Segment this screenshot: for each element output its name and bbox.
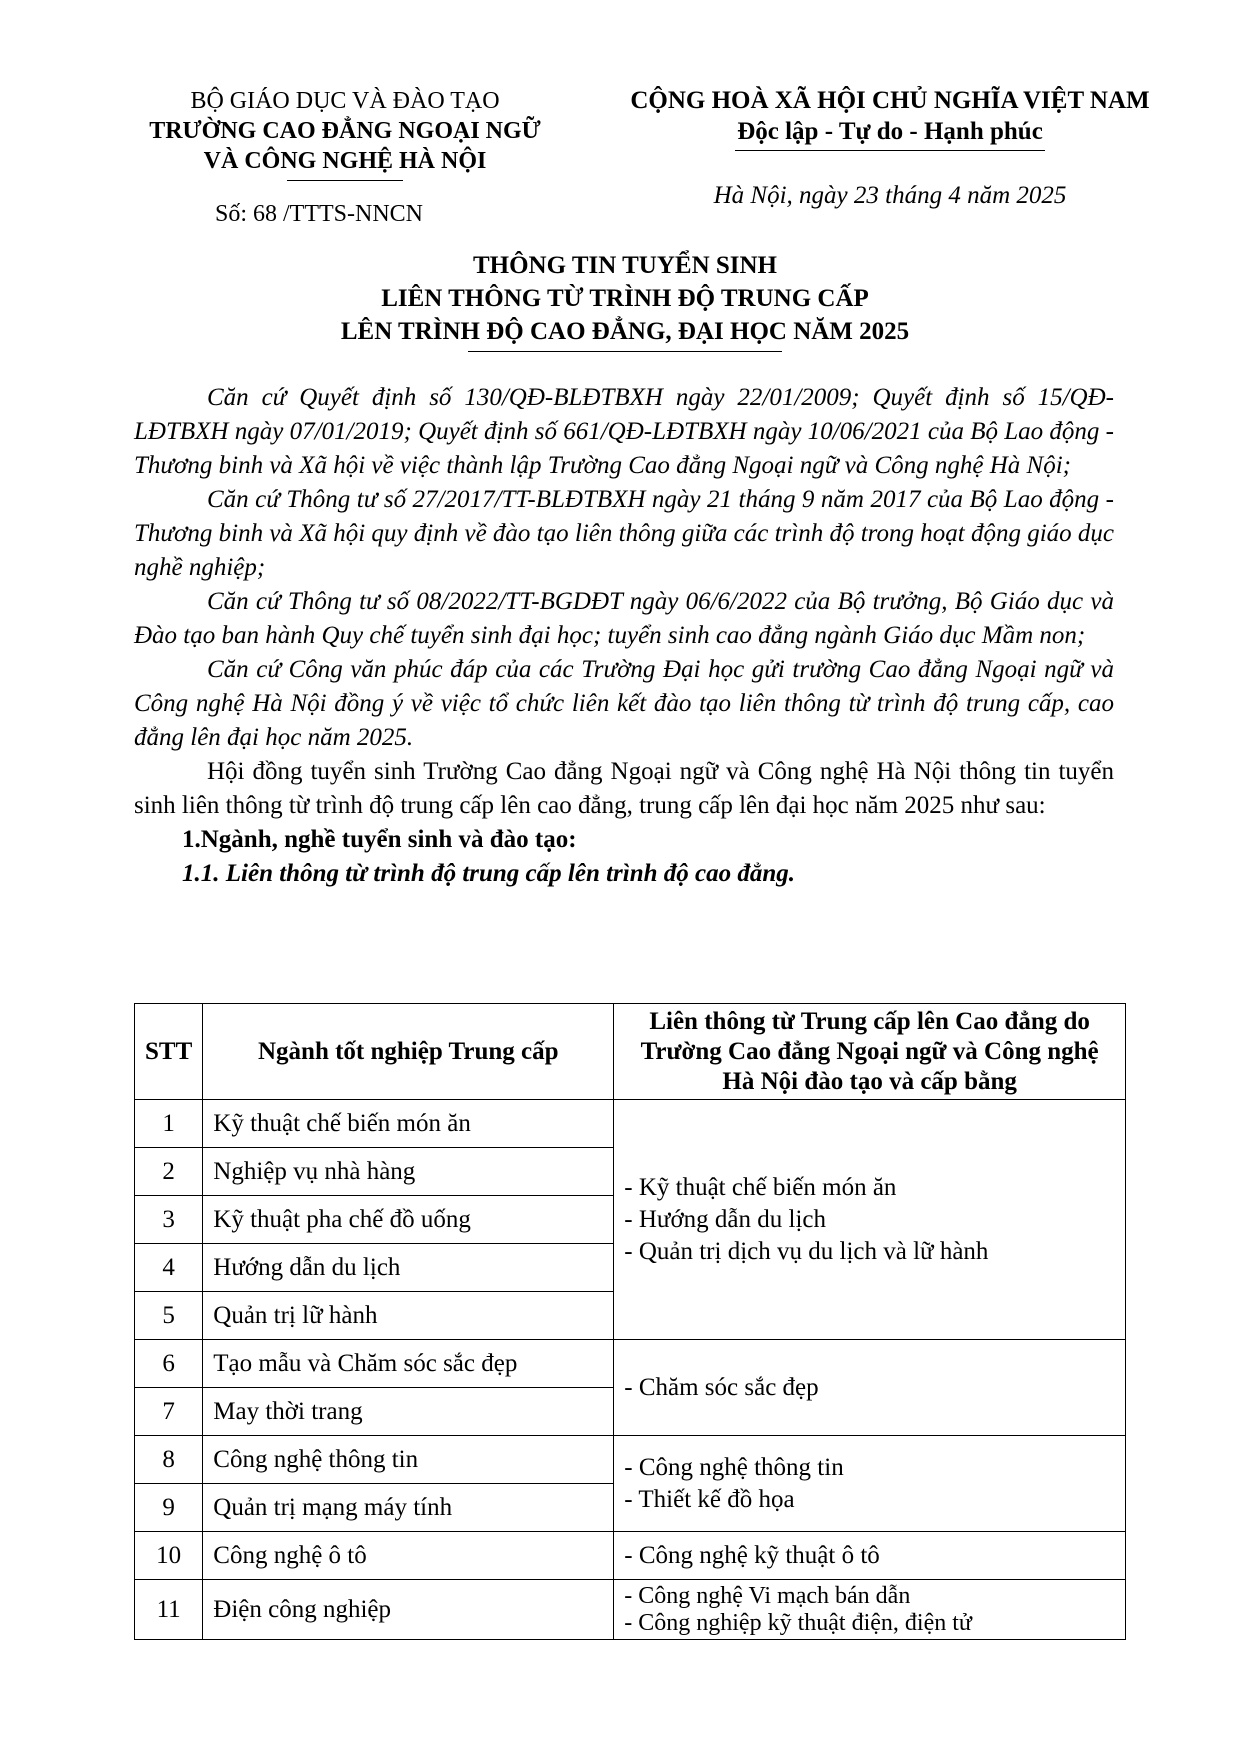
row-major: Điện công nghiệp <box>203 1580 614 1640</box>
header-target: Liên thông từ Trung cấp lên Cao đẳng do Trường Cao đẳng Ngoại ngữ và Công nghệ Hà Nội đào tạo và cấp bằng <box>614 1004 1126 1100</box>
issue-date: Hà Nội, ngày 23 tháng 4 năm 2025 <box>713 182 1067 209</box>
header-major: Ngành tốt nghiệp Trung cấp <box>203 1004 614 1100</box>
section-1-1-heading: 1.1. Liên thông từ trình độ trung cấp lên trình độ cao đẳng. <box>182 860 796 887</box>
row-stt: 10 <box>135 1532 203 1580</box>
row-major: Kỹ thuật pha chế đồ uống <box>203 1196 614 1244</box>
target-line: - Kỹ thuật chế biến món ăn <box>624 1173 897 1201</box>
target-line: - Thiết kế đồ họa <box>624 1485 795 1513</box>
table-row <box>135 1340 1126 1388</box>
legal-basis-3: Căn cứ Thông tư số 08/2022/TT-BGDĐT ngày 06/6/2022 của Bộ trưởng, Bộ Giáo dục và Đào tạo ban hành Quy chế tuyển sinh đại học; tuyển sinh cao đẳng ngành Giáo dục Mầm non; <box>134 588 1114 649</box>
target-group-3 <box>614 1436 1126 1532</box>
national-motto: Độc lập - Tự do - Hạnh phúc <box>737 118 1043 145</box>
title-line3: LÊN TRÌNH ĐỘ CAO ĐẲNG, ĐẠI HỌC NĂM 2025 <box>340 318 910 345</box>
section-1-heading: 1.Ngành, nghề tuyển sinh và đào tạo: <box>182 826 577 853</box>
target-group-4 <box>614 1532 1126 1580</box>
school-name-line2: VÀ CÔNG NGHỆ HÀ NỘI <box>203 148 487 174</box>
title-underline <box>468 351 782 352</box>
country-name: CỘNG HOÀ XÃ HỘI CHỦ NGHĨA VIỆT NAM <box>630 87 1150 114</box>
document-title <box>130 249 1120 352</box>
table-row <box>135 1436 1126 1484</box>
target-line: - Chăm sóc sắc đẹp <box>624 1373 819 1401</box>
motto-underline <box>735 150 1045 151</box>
admission-table <box>134 1003 1126 1640</box>
target-group-5 <box>614 1580 1126 1640</box>
header-left-underline <box>287 180 403 181</box>
row-major: Tạo mẫu và Chăm sóc sắc đẹp <box>203 1340 614 1388</box>
row-major: Quản trị mạng máy tính <box>203 1484 614 1532</box>
target-line: - Công nghệ kỹ thuật ô tô <box>624 1541 880 1569</box>
target-line: - Quản trị dịch vụ du lịch và lữ hành <box>624 1237 989 1265</box>
row-major: Quản trị lữ hành <box>203 1292 614 1340</box>
title-line2: LIÊN THÔNG TỪ TRÌNH ĐỘ TRUNG CẤP <box>381 285 869 312</box>
row-stt: 6 <box>135 1340 203 1388</box>
row-stt: 1 <box>135 1100 203 1148</box>
target-line: - Hướng dẫn du lịch <box>624 1205 826 1233</box>
row-major: Công nghệ thông tin <box>203 1436 614 1484</box>
row-stt: 2 <box>135 1148 203 1196</box>
row-stt: 4 <box>135 1244 203 1292</box>
legal-basis-2: Căn cứ Thông tư số 27/2017/TT-BLĐTBXH ngày 21 tháng 9 năm 2017 của Bộ Lao động - Thương binh và Xã hội quy định về đào tạo liên thông giữa các trình độ trong hoạt động giáo dục nghề nghiệp; <box>134 486 1114 581</box>
row-stt: 8 <box>135 1436 203 1484</box>
document-body <box>134 381 1114 891</box>
target-line: - Công nghệ thông tin <box>624 1453 844 1481</box>
title-line1: THÔNG TIN TUYỂN SINH <box>472 252 778 279</box>
row-major: May thời trang <box>203 1388 614 1436</box>
row-stt: 7 <box>135 1388 203 1436</box>
table-row <box>135 1532 1126 1580</box>
legal-basis-1: Căn cứ Quyết định số 130/QĐ-BLĐTBXH ngày 22/01/2009; Quyết định số 15/QĐ-LĐTBXH ngày 07/01/2019; Quyết định số 661/QĐ-LĐTBXH ngày 10/06/2021 của Bộ Lao động - Thương binh và Xã hội về việc thành lập Trường Cao đẳng Ngoại ngữ và Công nghệ Hà Nội; <box>134 384 1114 479</box>
ministry-name: BỘ GIÁO DỤC VÀ ĐÀO TẠO <box>190 88 500 114</box>
header-right <box>600 86 1180 151</box>
intro-paragraph: Hội đồng tuyển sinh Trường Cao đẳng Ngoại ngữ và Công nghệ Hà Nội thông tin tuyển sinh liên thông từ trình độ trung cấp lên cao đẳng, trung cấp lên đại học năm 2025 như sau: <box>134 758 1114 819</box>
row-major: Kỹ thuật chế biến món ăn <box>203 1100 614 1148</box>
target-group-1 <box>614 1100 1126 1340</box>
header-left <box>110 86 580 181</box>
table-header-row <box>135 1004 1126 1100</box>
target-line: - Công nghệ Vi mạch bán dẫn <box>624 1582 911 1609</box>
row-major: Công nghệ ô tô <box>203 1532 614 1580</box>
row-stt: 11 <box>135 1580 203 1640</box>
row-major: Nghiệp vụ nhà hàng <box>203 1148 614 1196</box>
target-line: - Công nghiệp kỹ thuật điện, điện tử <box>624 1609 972 1636</box>
school-name-line1: TRƯỜNG CAO ĐẲNG NGOẠI NGỮ <box>149 118 541 144</box>
header-stt: STT <box>135 1004 203 1100</box>
row-stt: 9 <box>135 1484 203 1532</box>
table-row <box>135 1580 1126 1640</box>
legal-basis-4: Căn cứ Công văn phúc đáp của các Trường Đại học gửi trường Cao đẳng Ngoại ngữ và Công nghệ Hà Nội đồng ý về việc tổ chức liên kết đào tạo liên thông từ trình độ trung cấp, cao đẳng lên đại học năm 2025. <box>134 656 1114 751</box>
row-major: Hướng dẫn du lịch <box>203 1244 614 1292</box>
target-group-2 <box>614 1340 1126 1436</box>
row-stt: 3 <box>135 1196 203 1244</box>
table-row <box>135 1100 1126 1148</box>
document-number: Số: 68 /TTTS-NNCN <box>215 201 424 227</box>
row-stt: 5 <box>135 1292 203 1340</box>
